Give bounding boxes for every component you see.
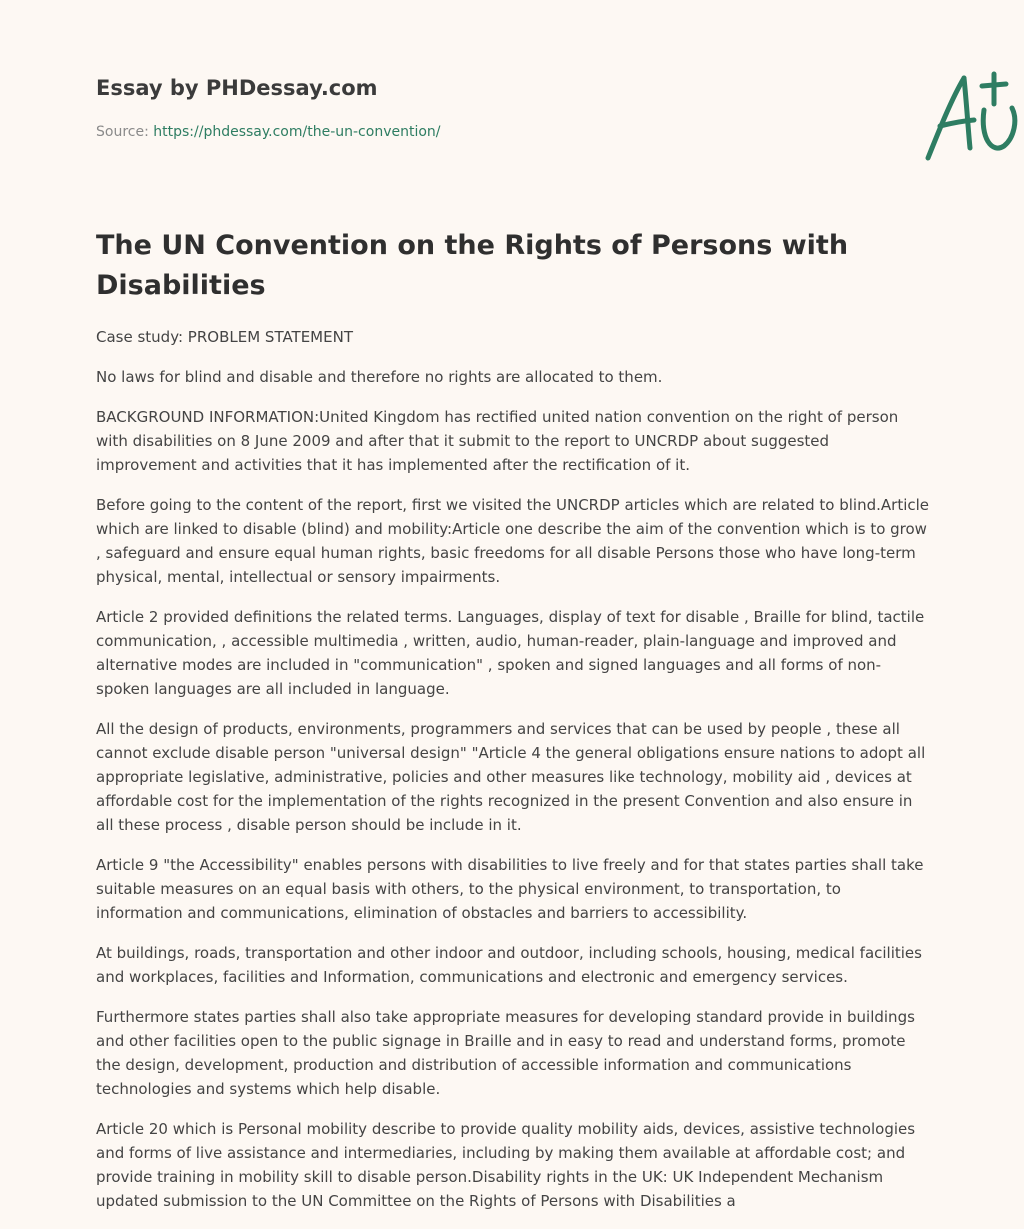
paragraph: Article 9 "the Accessibility" enables persons with disabilities to live freely and for that states parties shall take suitable measures on an equal basis with others, to the physical environment, to transportation, to information and communications, elimination of obstacles and barriers to accessibility. <box>96 856 924 922</box>
paragraph: No laws for blind and disable and therefore no rights are allocated to them. <box>96 368 663 386</box>
paragraph: Before going to the content of the report, first we visited the UNCRDP articles which are related to blind.Article which are linked to disable (blind) and mobility:Article one describe the aim of the convention which is to grow , safeguard and ensure equal human rights, basic freedoms for all disable Persons those who have long-term physical, mental, intellectual or sensory impairments. <box>96 496 930 586</box>
essay-body <box>96 325 932 1229</box>
paragraph: Article 2 provided definitions the related terms. Languages, display of text for disable , Braille for blind, tactile communication, , accessible multimedia , written, audio, human-reader, plain-language and improved and alternative modes are included in "communication" , spoken and signed languages and all forms of non-spoken languages are all included in language. <box>96 608 925 698</box>
essay-title: The UN Convention on the Rights of Persons with Disabilities <box>96 230 849 301</box>
paragraph: BACKGROUND INFORMATION:United Kingdom has rectified united nation convention on the right of person with disabilities on 8 June 2009 and after that it submit to the report to UNCRDP about suggested improvement and activities that it has implemented after the rectification of it. <box>96 408 899 474</box>
paragraph: All the design of products, environments, programmers and services that can be used by people , these all cannot exclude disable person "universal design" "Article 4 the general obligations ensure nations to adopt all appropriate legislative, administrative, policies and other measures like technology, mobility aid , devices at affordable cost for the implementation of the rights recognized in the present Convention and also ensure in all these process , disable person should be include in it. <box>96 720 926 834</box>
paragraph: At buildings, roads, transportation and other indoor and outdoor, including schools, housing, medical facilities and workplaces, facilities and Information, communications and electronic and emergency services. <box>96 944 922 986</box>
source-line <box>96 124 441 140</box>
paragraph: Furthermore states parties shall also take appropriate measures for developing standard provide in buildings and other facilities open to the public signage in Braille and in easy to read and understand forms, promote the design, development, production and distribution of accessible information and communications technologies and systems which help disable. <box>96 1008 915 1098</box>
a-plus-logo-icon <box>922 68 1022 164</box>
paragraph: Case study: PROBLEM STATEMENT <box>96 328 353 346</box>
source-link[interactable]: https://phdessay.com/the-un-convention/ <box>153 124 441 140</box>
brand-heading: Essay by PHDessay.com <box>96 76 378 100</box>
source-label: Source: <box>96 124 149 140</box>
paragraph: Article 20 which is Personal mobility describe to provide quality mobility aids, devices, assistive technologies and forms of live assistance and intermediaries, including by making them available at affordable cost; and provide training in mobility skill to disable person.Disability rights in the UK: UK Independent Mechanism updated submission to the UN Committee on the Rights of Persons with Disabilities a <box>96 1120 916 1210</box>
